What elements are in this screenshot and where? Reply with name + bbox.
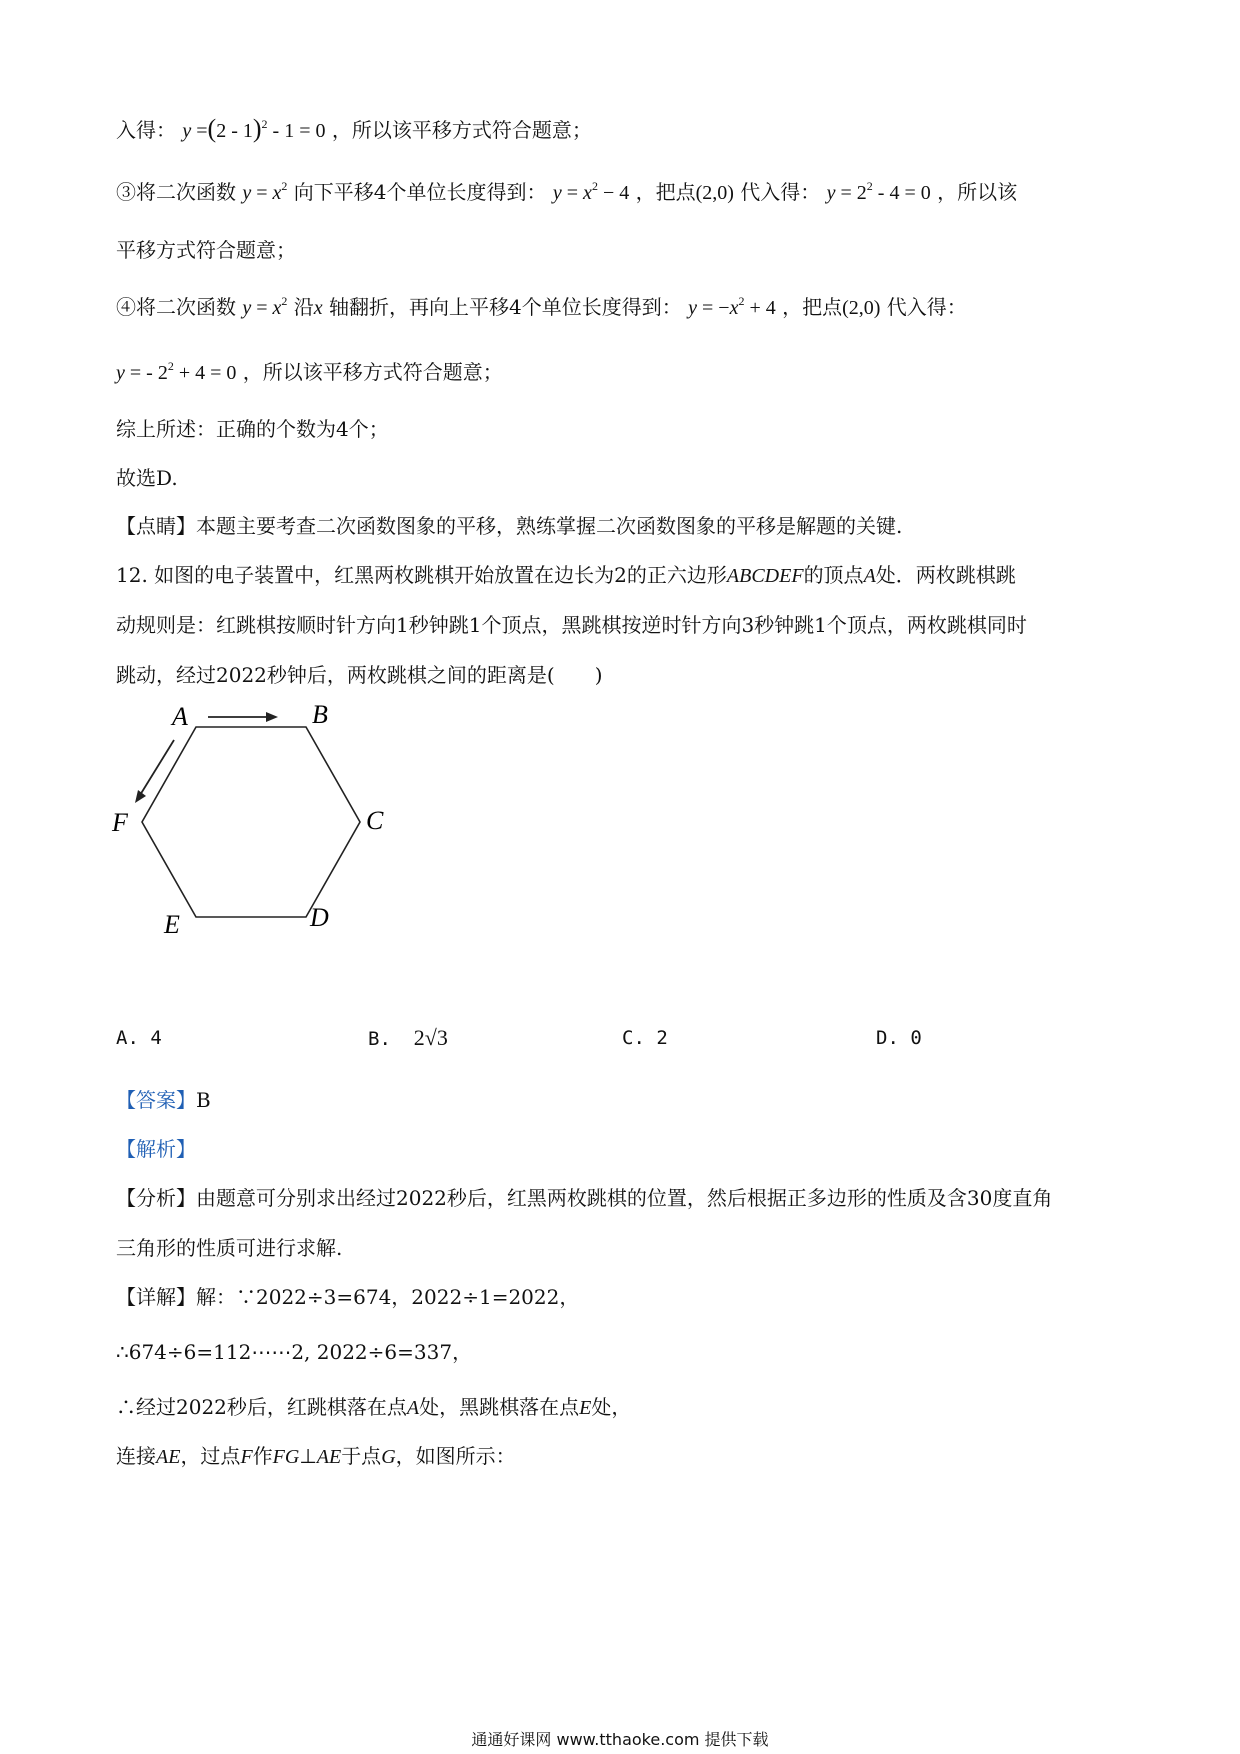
fenxi-line-2: 三角形的性质可进行求解. — [116, 1236, 343, 1260]
label-F: F — [112, 808, 128, 837]
detail-line-3: ∴经过2022秒后，红跳棋落在点A处，黑跳棋落在点E处， — [116, 1395, 632, 1419]
formula-1: y =(2 - 1)$^2$ - 1 = 0 — [182, 114, 326, 143]
dianjing-label: 【点睛】 — [116, 514, 196, 538]
label-A: A — [172, 702, 188, 731]
option-d[interactable]: D. 0 — [876, 1027, 922, 1049]
line-7: 故选D. — [116, 466, 178, 490]
detail-label: 【详解】 — [116, 1285, 196, 1309]
answer-value: B — [196, 1088, 211, 1112]
dianjing-line: 【点睛】本题主要考查二次函数图象的平移，熟练掌握二次函数图象的平移是解题的关键. — [116, 514, 903, 538]
label-C: C — [366, 806, 384, 835]
answer-line — [116, 1086, 211, 1114]
analysis-label: 【解析】 — [116, 1137, 196, 1161]
detail-line-1: 【详解】解：∵2022÷3=674，2022÷1=2022， — [116, 1285, 580, 1309]
option-c[interactable]: C. 2 — [622, 1027, 668, 1049]
option-b[interactable]: B. 2√3 — [368, 1025, 448, 1050]
line-2: ③将二次函数 $y = x^2$ 向下平移4个单位长度得到： $y = x^2 - 4$ ，把点(2,0) 代入得： $y = 2^2 - 4 = 0$ ，所以该 — [116, 179, 1018, 204]
question-line-3: 跳动，经过2022秒钟后，两枚跳棋之间的距离是( ) — [116, 663, 603, 687]
detail-line-2: ∴674÷6=112⋯⋯2, 2022÷6=337， — [116, 1340, 473, 1364]
answer-label: 【答案】 — [116, 1088, 196, 1112]
line-5: y = - $2^2 + 4 = 0$ ，所以该平移方式符合题意； — [116, 359, 503, 384]
line-1: 入得： y =(2 - 1)$^2$ - 1 = 0 ，所以该平移方式符合题意； — [116, 114, 592, 143]
fenxi-line-1: 【分析】由题意可分别求出经过2022秒后，红黑两枚跳棋的位置，然后根据正多边形的性质及含30度直角 — [116, 1186, 1053, 1210]
question-line-2: 动规则是：红跳棋按顺时针方向1秒钟跳1个顶点，黑跳棋按逆时针方向3秒钟跳1个顶点，两枚跳棋同时 — [116, 613, 1027, 637]
line-3: 平移方式符合题意； — [116, 238, 296, 262]
fenxi-label: 【分析】 — [116, 1186, 196, 1210]
detail-line-4: 连接AE，过点F作FG⊥AE于点G，如图所示： — [116, 1444, 516, 1468]
question-line-1: 12. 如图的电子装置中，红黑两枚跳棋开始放置在边长为2的正六边形ABCDEF的顶点A处．两枚跳棋跳 — [116, 563, 1016, 587]
arrow-counterclockwise — [137, 740, 174, 800]
question-number: 12. — [116, 563, 148, 587]
line-6: 综上所述：正确的个数为4个； — [116, 417, 389, 441]
line-4: ④将二次函数 $y = x^2$ 沿x 轴翻折，再向上平移4个单位长度得到： $y = -x^2 + 4$ ，把点(2,0) 代入得： — [116, 294, 967, 319]
arrow-clockwise-head — [266, 712, 278, 722]
label-E: E — [164, 910, 180, 939]
footer-watermark: 通通好课网 www.tthaoke.com 提供下载 — [471, 1730, 769, 1749]
option-a[interactable]: A. 4 — [116, 1027, 162, 1049]
hexagon-figure — [100, 695, 400, 955]
hexagon-shape — [142, 727, 360, 917]
arrow-counterclockwise-head — [135, 790, 146, 803]
label-D: D — [310, 903, 329, 932]
label-B: B — [312, 700, 328, 729]
